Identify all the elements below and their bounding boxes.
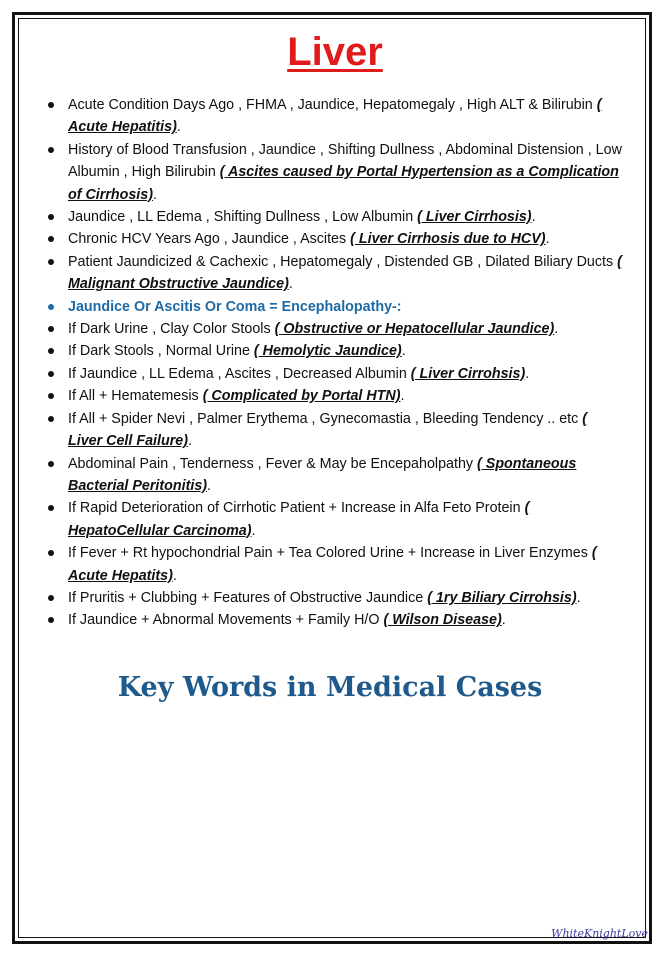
list-item-highlight: Jaundice Or Ascitis Or Coma = Encephalopathy-: bbox=[44, 296, 624, 318]
page-title: Liver bbox=[287, 30, 383, 74]
list-item: If Dark Urine , Clay Color Stools ( Obstructive or Hepatocellular Jaundice). bbox=[44, 318, 624, 340]
list-item: If Jaundice + Abnormal Movements + Family H/O ( Wilson Disease). bbox=[44, 609, 624, 631]
diagnosis: ( Spontaneous Bacterial Peritonitis) bbox=[68, 455, 577, 494]
list-item: If All + Hematemesis ( Complicated by Portal HTN). bbox=[44, 385, 624, 407]
list-item: Abdominal Pain , Tenderness , Fever & May be Encepaholpathy ( Spontaneous Bacterial Peritonitis). bbox=[44, 453, 624, 498]
diagnosis: ( Liver Cirrhosis) bbox=[417, 209, 532, 226]
diagnosis: ( Wilson Disease) bbox=[383, 612, 502, 629]
signature: WhiteKnightLove bbox=[551, 927, 648, 940]
list-item: If Jaundice , LL Edema , Ascites , Decreased Albumin ( Liver Cirrohsis). bbox=[44, 363, 624, 385]
list-item: Chronic HCV Years Ago , Jaundice , Ascites ( Liver Cirrhosis due to HCV). bbox=[44, 228, 624, 250]
diagnosis: ( Ascites caused by Portal Hypertension as a Complication of Cirrhosis) bbox=[68, 164, 619, 203]
footer-title: Key Words in Medical Cases bbox=[117, 672, 543, 703]
diagnosis: ( HepatoCellular Carcinoma) bbox=[68, 500, 530, 539]
list-item: History of Blood Transfusion , Jaundice , Shifting Dullness , Abdominal Distension , Low Albumin , High Bilirubin ( Ascites caused by Portal Hypertension as a Complication of Cirrhosis). bbox=[44, 139, 624, 206]
list-item: If Dark Stools , Normal Urine ( Hemolytic Jaundice). bbox=[44, 340, 624, 362]
diagnosis: ( Malignant Obstructive Jaundice) bbox=[68, 253, 622, 293]
diagnosis: ( Obstructive or Hepatocellular Jaundice) bbox=[274, 321, 555, 338]
diagnosis: ( Complicated by Portal HTN) bbox=[202, 388, 401, 405]
list-item: Acute Condition Days Ago , FHMA , Jaundice, Hepatomegaly , High ALT & Bilirubin ( Acute Hepatitis). bbox=[44, 94, 624, 139]
diagnosis: ( Acute Hepatitis) bbox=[68, 97, 602, 136]
list-item: If Rapid Deterioration of Cirrhotic Patient + Increase in Alfa Feto Protein ( HepatoCellular Carcinoma). bbox=[44, 497, 624, 542]
diagnosis: ( Hemolytic Jaundice) bbox=[253, 343, 402, 360]
list-item: If All + Spider Nevi , Palmer Erythema , Gynecomastia , Bleeding Tendency .. etc ( Liver Cell Failure). bbox=[44, 408, 624, 453]
diagnosis: ( Liver Cirrhosis due to HCV) bbox=[350, 231, 546, 248]
diagnosis: ( Liver Cell Failure) bbox=[68, 410, 588, 450]
list-item: Patient Jaundicized & Cachexic , Hepatomegaly , Distended GB , Dilated Biliary Ducts ( Malignant Obstructive Jaundice). bbox=[44, 251, 624, 296]
diagnosis: ( Liver Cirrohsis) bbox=[410, 365, 526, 382]
diagnosis: ( 1ry Biliary Cirrohsis) bbox=[427, 589, 577, 606]
list-item: If Fever + Rt hypochondrial Pain + Tea Colored Urine + Increase in Liver Enzymes ( Acute Hepatits). bbox=[44, 542, 624, 587]
diagnosis: ( Acute Hepatits) bbox=[68, 545, 597, 584]
case-list bbox=[44, 94, 624, 632]
list-item: If Pruritis + Clubbing + Features of Obstructive Jaundice ( 1ry Biliary Cirrohsis). bbox=[44, 587, 624, 609]
list-item: Jaundice , LL Edema , Shifting Dullness , Low Albumin ( Liver Cirrhosis). bbox=[44, 206, 624, 228]
